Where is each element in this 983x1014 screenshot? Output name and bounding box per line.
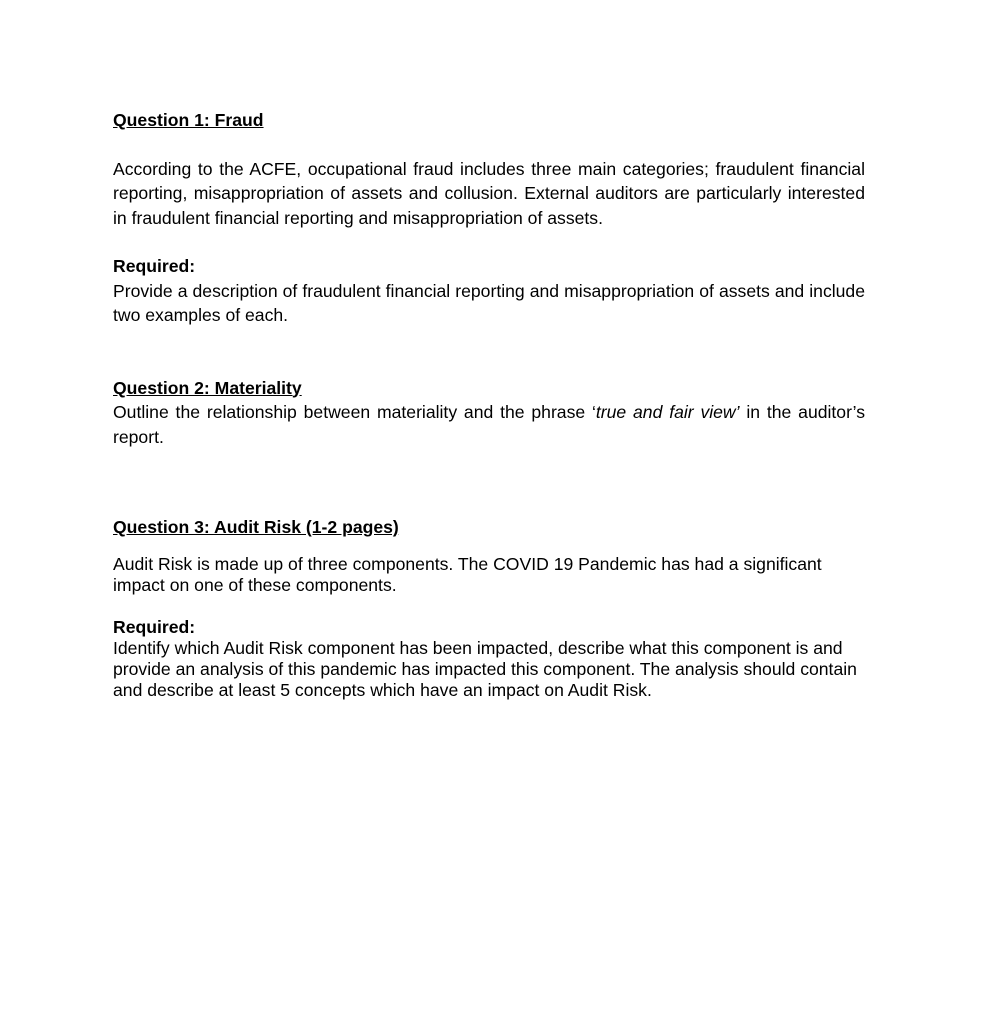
question-1-intro: According to the ACFE, occupational fraud includes three main categories; fraudulent financial reporting, misappropriation of assets and collusion. External auditors are particularly interested in fraudulent financial reporting and misappropriation of assets. bbox=[113, 158, 865, 228]
question-3-intro: Audit Risk is made up of three components. The COVID 19 Pandemic has had a significant impact on one of these components. bbox=[113, 553, 822, 595]
question-2-text-italic: true and fair view’ bbox=[595, 402, 740, 422]
question-3-heading: Question 3: Audit Risk (1-2 pages) bbox=[113, 517, 399, 537]
document-page bbox=[113, 108, 865, 701]
question-2-text-before: Outline the relationship between materiality and the phrase ‘ bbox=[113, 402, 596, 422]
question-2-section bbox=[113, 376, 865, 450]
question-1-required-text: Provide a description of fraudulent financial reporting and misappropriation of assets and include two examples of each. bbox=[113, 280, 865, 325]
question-3-required-label: Required: bbox=[113, 616, 196, 637]
question-2-heading: Question 2: Materiality bbox=[113, 377, 302, 398]
question-1-required-label: Required: bbox=[113, 256, 196, 276]
question-3-section bbox=[113, 515, 865, 701]
question-2-text bbox=[113, 400, 865, 449]
question-1-heading: Question 1: Fraud bbox=[113, 110, 264, 130]
question-2-text-after: in the auditor’s report. bbox=[113, 402, 865, 447]
question-1-section bbox=[113, 108, 865, 328]
question-3-required-text: Identify which Audit Risk component has been impacted, describe what this component is and provide an analysis of this pandemic has impacted this component. The analysis should contain and describe at least 5 concepts which have an impact on Audit Risk. bbox=[113, 637, 857, 700]
